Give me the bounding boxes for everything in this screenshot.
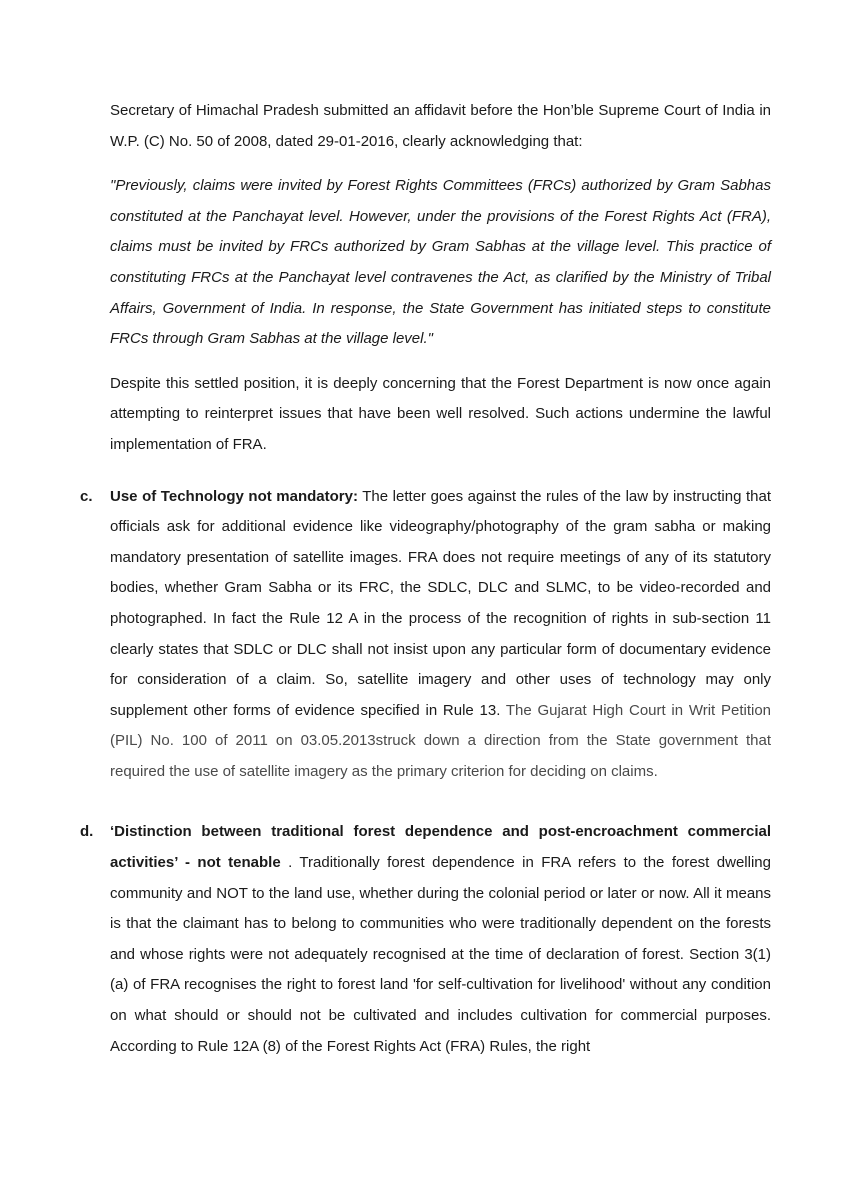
item-d-body: . Traditionally forest dependence in FRA refers to the forest dwelling community and NOT to the land use, whether during the colonial period or later or now. All it means is that the claimant has to belong to communities who were traditionally dependent on the forests and whose rights were not adequately recognised at the time of declaration of forest. Section 3(1)(a) of FRA recognises the right to forest land 'for self-cultivation for livelihood' without any condition on what should or should not be cultivated and includes cultivation for commercial purposes. According to Rule 12A (8) of the Forest Rights Act (FRA) Rules, the right (110, 854, 771, 1055)
concern-paragraph: Despite this settled position, it is deeply concerning that the Forest Department is now once again attempting to reinterpret issues that have been well resolved. Such actions undermine the lawful implementation of FRA. (110, 374, 771, 453)
intro-paragraph: Secretary of Himachal Pradesh submitted an affidavit before the Hon’ble Supreme Court of India in W.P. (C) No. 50 of 2008, dated 29-01-2016, clearly acknowledging that: (110, 102, 771, 150)
item-c-paragraph (110, 482, 771, 788)
item-c-body-tail: The Gujarat High Court in Writ Petition (PIL) No. 100 of 2011 on 03.05.2013struck down a direction from the State government that required the use of satellite imagery as the primary criterion for deciding on claims. (110, 701, 771, 780)
list-marker-d: d. (80, 823, 94, 841)
list-item-c (80, 482, 771, 788)
item-d-heading: ‘Distinction between traditional forest dependence and post-encroachment commercial activities’ - not tenable (110, 823, 771, 872)
list-item-d (80, 817, 771, 1062)
item-d-paragraph (110, 817, 771, 1062)
list-marker-c: c. (80, 487, 93, 505)
item-c-heading: Use of Technology not mandatory: (110, 487, 358, 505)
affidavit-quote: "Previously, claims were invited by Forest Rights Committees (FRCs) authorized by Gram Sabhas constituted at the Panchayat level. However, under the provisions of the Forest Rights Act (FRA), claims must be invited by FRCs authorized by Gram Sabhas at the village level. This practice of constituting FRCs at the Panchayat level contravenes the Act, as clarified by the Ministry of Tribal Affairs, Government of India. In response, the State Government has initiated steps to constitute FRCs through Gram Sabhas at the village level." (110, 177, 771, 348)
item-c-body: The letter goes against the rules of the law by instructing that officials ask for additional evidence like videography/photography of the gram sabha or making mandatory presentation of satellite images. FRA does not require meetings of any of its statutory bodies, whether Gram Sabha or its FRC, the SDLC, DLC and SLMC, to be video-recorded and photographed. In fact the Rule 12 A in the process of the recognition of rights in sub-section 11 clearly states that SDLC or DLC shall not insist upon any particular form of documentary evidence for consideration of a claim. So, satellite imagery and other uses of technology may only supplement other forms of evidence specified in Rule 13. (110, 487, 771, 719)
